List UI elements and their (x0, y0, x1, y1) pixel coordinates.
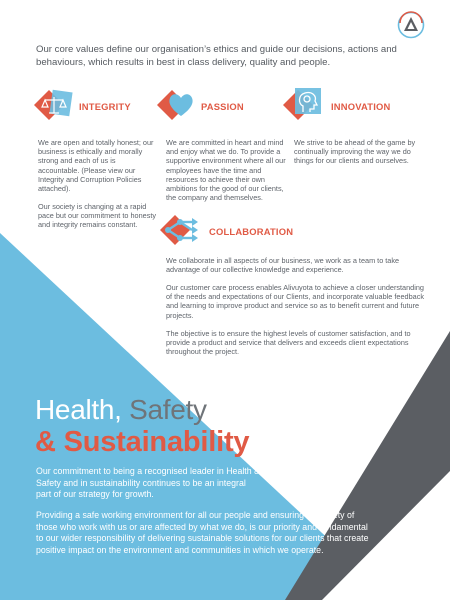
passion-text-1: We are committed in heart and mind and enjoy what we do. To provide a supportive environment where all our employees have the time and resources to achieve their own ambitions for the good of our clients, the company and themselves. (166, 138, 286, 203)
value-title-passion: PASSION (201, 101, 244, 112)
value-title-integrity: INTEGRITY (79, 101, 131, 112)
innovation-text-1: We strive to be ahead of the game by continually improving the way we do things for our clients and ourselves. (294, 138, 416, 166)
health-safety-text-2: Providing a safe working environment for all our people and ensuring the safety of those who work with us or are affected by what we do, is our priority and fundamental to our wider responsibility of delivering sustainable solutions for our clients that create positive impact on the environment and communities in which we operate. (36, 510, 369, 555)
collaboration-text-2: Our customer care process enables Alivuyota to achieve a closer understanding of the needs and expectations of our Clients, and incorporate valuable feedback and learning to improve product and service so as to benefit current and future projects. (166, 283, 424, 320)
health-safety-heading (35, 394, 207, 426)
company-logo-icon (397, 11, 425, 39)
value-title-innovation: INNOVATION (331, 101, 391, 112)
integrity-text-2: Our society is changing at a rapid pace but our commitment to honesty and integrity remains constant. (38, 202, 157, 230)
health-safety-text-1: Our commitment to being a recognised leader in Health & Safety and in sustainability continues to be an integral part of our strategy for growth. (36, 466, 260, 500)
value-title-collaboration: COLLABORATION (209, 226, 294, 237)
collaboration-text-3: The objective is to ensure the highest levels of customer satisfaction, and to provide a product and service that delivers and exceeds client expectations throughout the project. (166, 329, 411, 357)
sustainability-heading: & Sustainability (35, 426, 250, 458)
heading-health: Health, (35, 394, 122, 425)
head-lightbulb-icon (283, 87, 323, 121)
scales-icon (34, 89, 74, 123)
integrity-text-1: We are open and totally honest; our business is ethically and morally strong and each of us is accountable. (Please view our Integrity and Corruption Policies attached). (38, 138, 154, 194)
core-values-intro: Our core values define our organisation’s ethics and guide our decisions, actions and behaviours, which results in best in class delivery, quality and people. (36, 44, 397, 69)
network-arrows-icon (160, 213, 200, 247)
heart-icon (157, 89, 197, 123)
collaboration-text-1: We collaborate in all aspects of our business, we work as a team to take advantage of our collective knowledge and experience. (166, 256, 400, 275)
heading-safety: Safety (121, 394, 207, 425)
